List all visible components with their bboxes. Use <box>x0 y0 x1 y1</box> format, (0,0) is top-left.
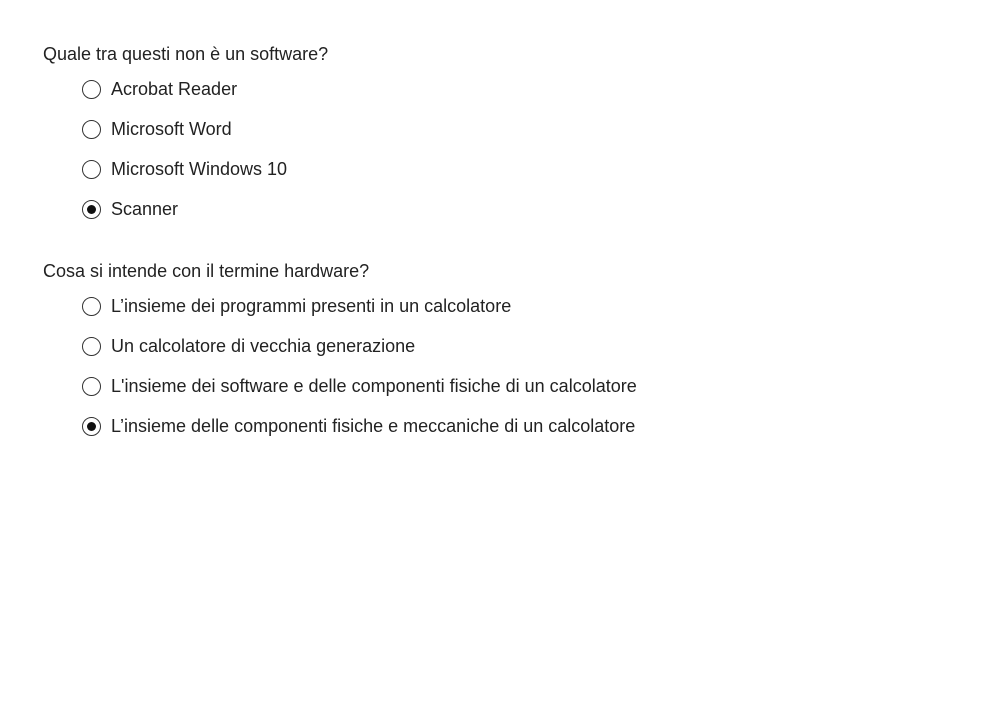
radio-button[interactable] <box>82 337 101 356</box>
option-label: Scanner <box>111 199 179 219</box>
radio-option[interactable] <box>43 406 637 446</box>
radio-button[interactable] <box>82 200 101 219</box>
options-list <box>43 69 328 229</box>
option-label: L'insieme dei software e delle componenti fisiche di un calcolatore <box>111 376 637 396</box>
option-label: L’insieme dei programmi presenti in un calcolatore <box>111 296 512 316</box>
radio-button[interactable] <box>82 160 101 179</box>
options-list <box>43 286 637 446</box>
question-text: Quale tra questi non è un software? <box>43 44 329 64</box>
radio-dot <box>87 422 96 431</box>
radio-option[interactable] <box>43 109 328 149</box>
radio-button[interactable] <box>82 120 101 139</box>
radio-option[interactable] <box>43 69 328 109</box>
radio-option[interactable] <box>43 366 637 406</box>
radio-button[interactable] <box>82 297 101 316</box>
option-label: Microsoft Windows 10 <box>111 159 288 179</box>
option-label: Acrobat Reader <box>111 79 238 99</box>
option-label: Un calcolatore di vecchia generazione <box>111 336 416 356</box>
question-1 <box>43 43 328 229</box>
question-text: Cosa si intende con il termine hardware? <box>43 261 370 281</box>
radio-option[interactable] <box>43 189 328 229</box>
radio-button[interactable] <box>82 377 101 396</box>
radio-dot <box>87 205 96 214</box>
radio-option[interactable] <box>43 149 328 189</box>
radio-button[interactable] <box>82 417 101 436</box>
option-label: Microsoft Word <box>111 119 232 139</box>
option-label: L’insieme delle componenti fisiche e meccaniche di un calcolatore <box>111 416 636 436</box>
question-2 <box>43 260 637 446</box>
radio-button[interactable] <box>82 80 101 99</box>
radio-option[interactable] <box>43 326 637 366</box>
radio-option[interactable] <box>43 286 637 326</box>
